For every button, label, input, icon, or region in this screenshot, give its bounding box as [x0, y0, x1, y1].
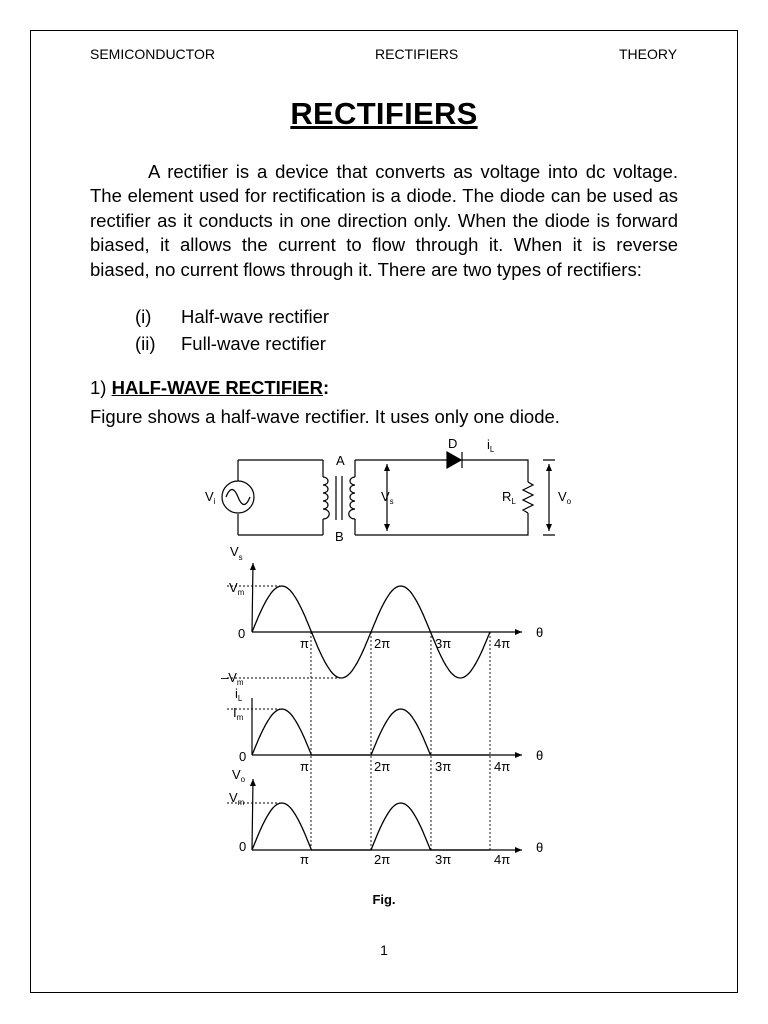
- three-pi-label: 3π: [435, 759, 452, 774]
- sine-symbol-icon: [226, 490, 250, 505]
- waveform-graphs: [227, 563, 522, 852]
- section-number: 1): [90, 377, 107, 398]
- theta-label: θ: [536, 625, 544, 640]
- page-number: 1: [380, 942, 388, 958]
- header-right: THEORY: [619, 46, 678, 62]
- diode-label: D: [448, 436, 458, 451]
- list-number: (ii): [135, 333, 156, 354]
- figure-description: Figure shows a half-wave rectifier. It uses only one diode.: [90, 406, 560, 427]
- zero-label: 0: [238, 626, 246, 641]
- two-pi-label: 2π: [374, 759, 391, 774]
- figure-caption: Fig.: [372, 892, 396, 907]
- pi-label: π: [300, 636, 309, 651]
- header-center: RECTIFIERS: [375, 46, 459, 62]
- pi-label: π: [300, 759, 309, 774]
- waveform-labels: [221, 544, 543, 867]
- load-label: $R_L$: [502, 489, 516, 506]
- il-axis-label: $i_L$: [235, 686, 243, 703]
- three-pi-label: 3π: [435, 852, 452, 867]
- vm-label: $V_m$: [229, 790, 245, 807]
- source-label: $V_i$: [205, 489, 216, 506]
- pi-label: π: [300, 852, 309, 867]
- primary-coil-icon: [323, 477, 329, 519]
- node-b-label: B: [335, 529, 344, 544]
- transformer-core-icon: [336, 476, 342, 520]
- vs-y-axis: [252, 563, 253, 632]
- section-title: HALF-WAVE RECTIFIER: [111, 377, 323, 398]
- intro-text: A rectifier is a device that converts as voltage into dc voltage. The element used for rectification is a diode. The diode can be used as rectifier as it conducts in one direction only. When the diode is forward biased, it allows the current to flow through it. When it is reverse biased, no current flows through it. There are two types of rectifiers:: [90, 161, 678, 280]
- primary-wires: [238, 460, 323, 535]
- circuit-labels: [205, 436, 572, 544]
- node-a-label: A: [336, 453, 345, 468]
- vs-axis-label: $V_s$: [230, 544, 243, 562]
- list-text: Half-wave rectifier: [181, 306, 330, 327]
- theta-label: θ: [536, 840, 544, 855]
- diode-icon: [447, 452, 461, 468]
- four-pi-label: 4π: [494, 852, 511, 867]
- vm-label: $V_m$: [229, 580, 245, 597]
- vo-y-axis: [252, 779, 253, 850]
- two-pi-label: 2π: [374, 852, 391, 867]
- secondary-coil-icon: [349, 477, 355, 519]
- four-pi-label: 4π: [494, 759, 511, 774]
- three-pi-label: 3π: [435, 636, 452, 651]
- section-colon: :: [322, 377, 330, 398]
- dotted-guides: [227, 586, 490, 852]
- two-pi-label: 2π: [374, 636, 391, 651]
- vo-waveform: [252, 803, 490, 850]
- zero-label: 0: [239, 839, 247, 854]
- vs-label: $V_s$: [381, 489, 394, 506]
- page-title: RECTIFIERS: [290, 96, 478, 131]
- im-label: $I_m$: [233, 705, 244, 722]
- vo-axis-label: $V_o$: [232, 767, 246, 784]
- list-number: (i): [135, 306, 152, 327]
- neg-vm-label: $-V_m$: [221, 670, 244, 687]
- current-label: $i_L$: [487, 437, 495, 454]
- header-left: SEMICONDUCTOR: [90, 46, 215, 62]
- zero-label: 0: [239, 749, 247, 764]
- vo-label: $V_o$: [558, 489, 572, 506]
- resistor-icon: [523, 482, 533, 513]
- list-text: Full-wave rectifier: [181, 333, 326, 354]
- theta-label: θ: [536, 748, 544, 763]
- four-pi-label: 4π: [494, 636, 511, 651]
